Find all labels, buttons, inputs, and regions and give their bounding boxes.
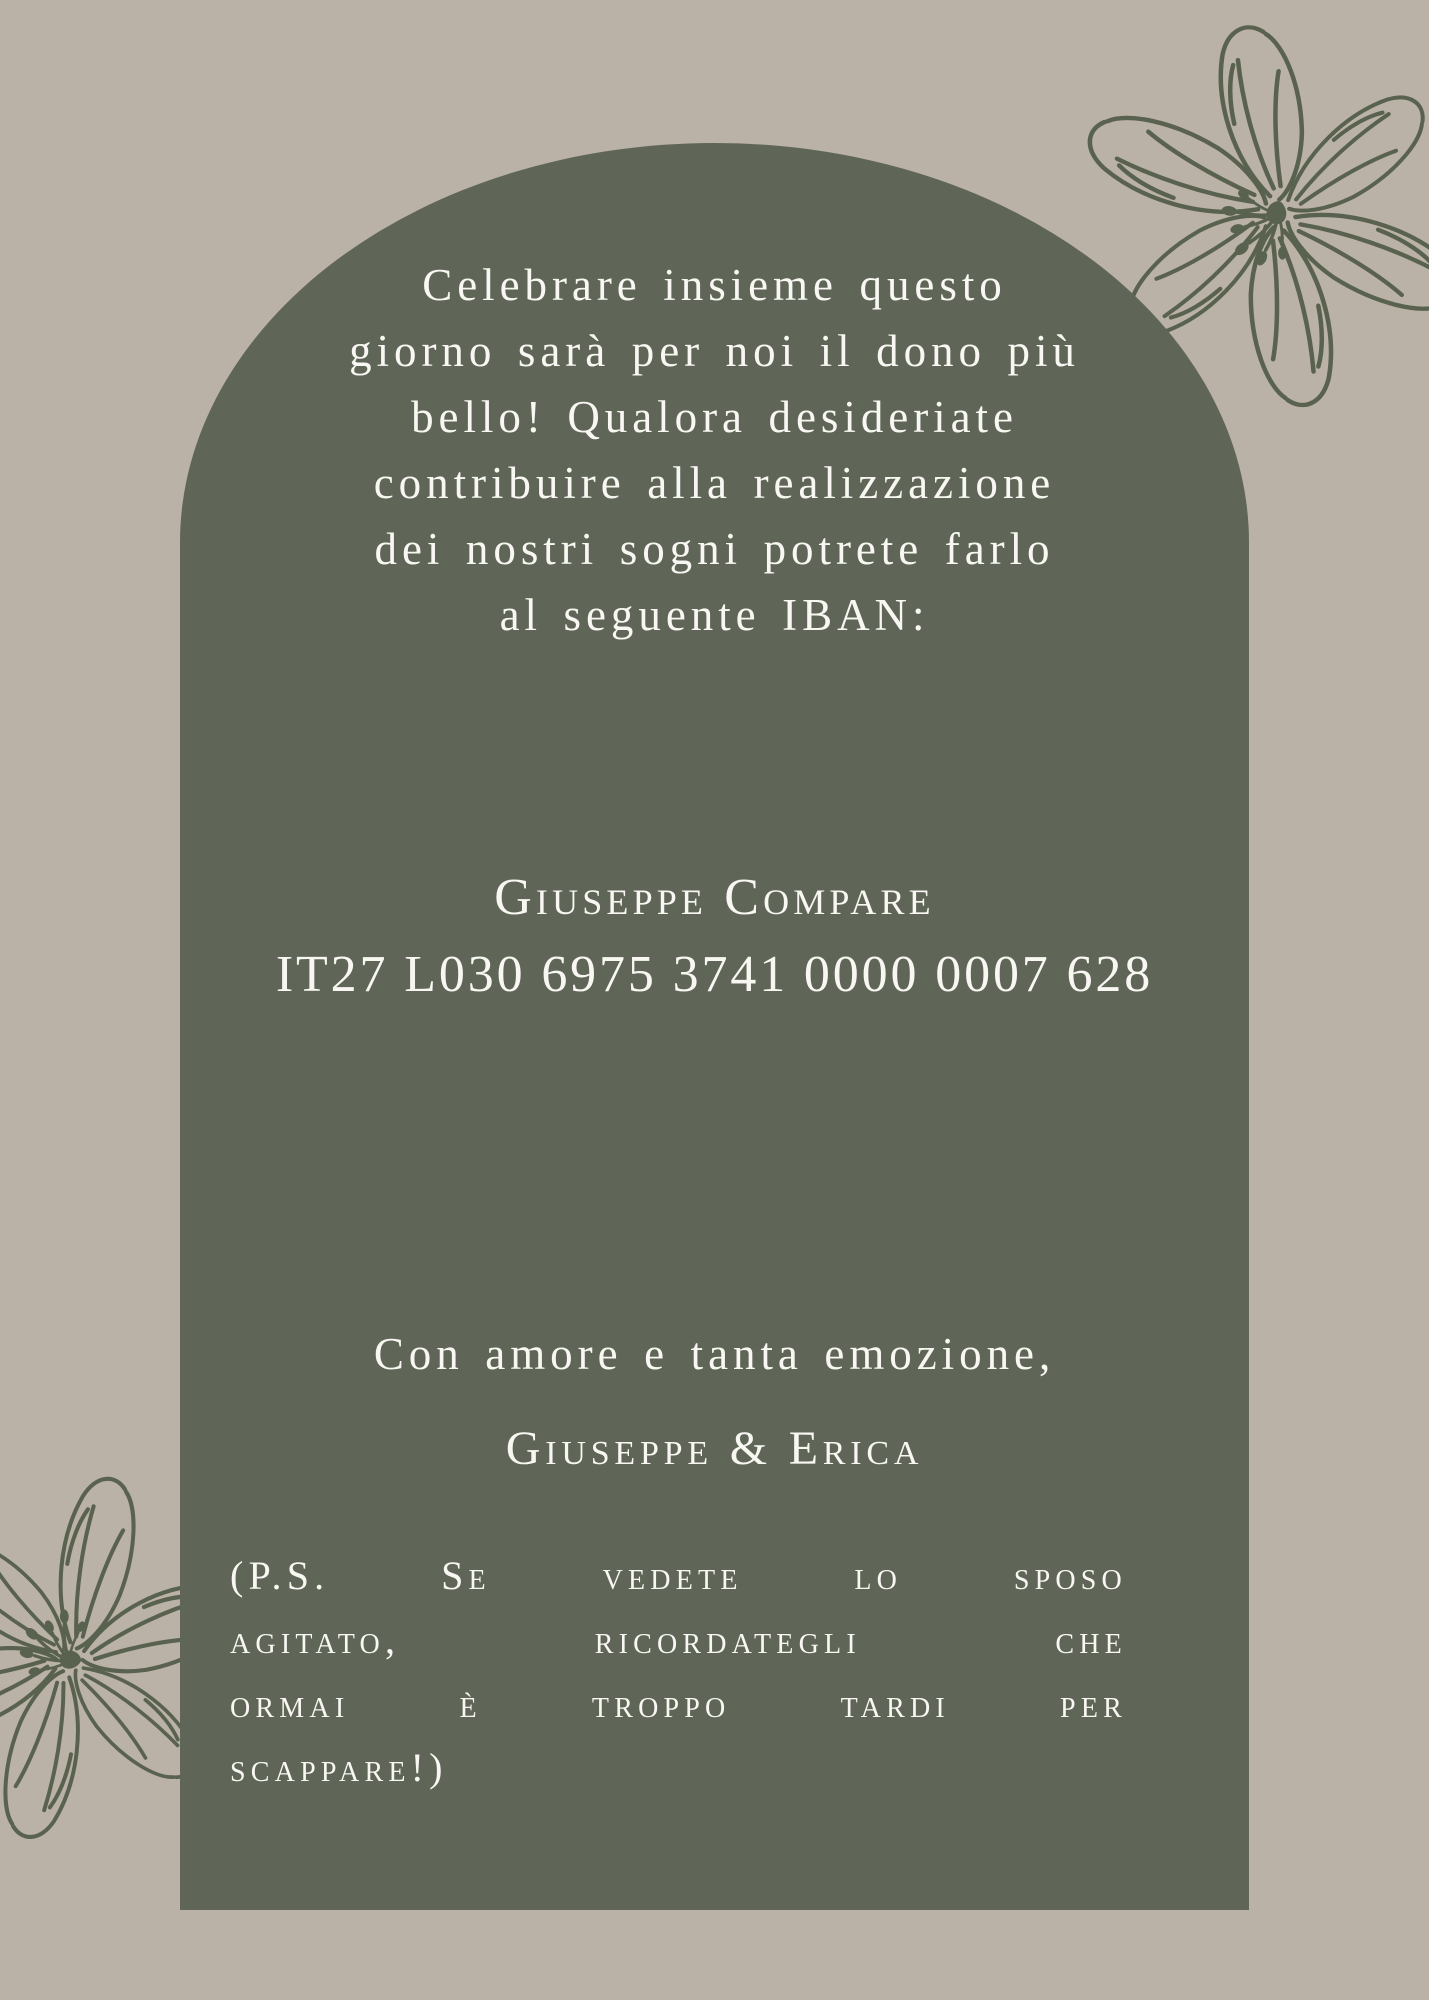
intro-line: Celebrare insieme questo — [422, 260, 1007, 310]
postscript-line — [230, 1744, 1127, 1808]
closing-line: Con amore e tanta emozione, — [373, 1329, 1056, 1379]
intro-line: al seguente IBAN: — [499, 590, 930, 640]
intro-line: dei nostri sogni potrete farlo — [374, 524, 1055, 574]
postscript-paragraph — [230, 1552, 1127, 1808]
beneficiary-name: Giuseppe Compare — [494, 869, 935, 926]
word: agitato, — [230, 1617, 401, 1662]
word: vedete — [602, 1553, 743, 1598]
word: ormai — [230, 1681, 350, 1726]
word: lo — [854, 1553, 903, 1598]
word: ricordategli — [594, 1617, 861, 1662]
couple-names: Giuseppe & Erica — [505, 1422, 924, 1475]
intro-line: bello! Qualora desideriate — [411, 392, 1018, 442]
word: scappare!) — [230, 1745, 448, 1790]
word: (P.S. — [230, 1553, 330, 1598]
postscript-line — [230, 1680, 1127, 1744]
intro-paragraph — [230, 252, 1199, 648]
word: troppo — [591, 1681, 731, 1726]
iban-number: IT27 L030 6975 3741 0000 0007 628 — [275, 946, 1154, 1003]
intro-line: giorno sarà per noi il dono più — [349, 326, 1080, 376]
word: Se — [441, 1553, 491, 1598]
word: sposo — [1013, 1553, 1127, 1598]
word: per — [1060, 1681, 1127, 1726]
word: che — [1055, 1617, 1127, 1662]
postscript-line — [230, 1552, 1127, 1616]
intro-line: contribuire alla realizzazione — [373, 458, 1056, 508]
word: tardi — [840, 1681, 950, 1726]
postscript-line — [230, 1616, 1127, 1680]
word: è — [459, 1681, 482, 1726]
